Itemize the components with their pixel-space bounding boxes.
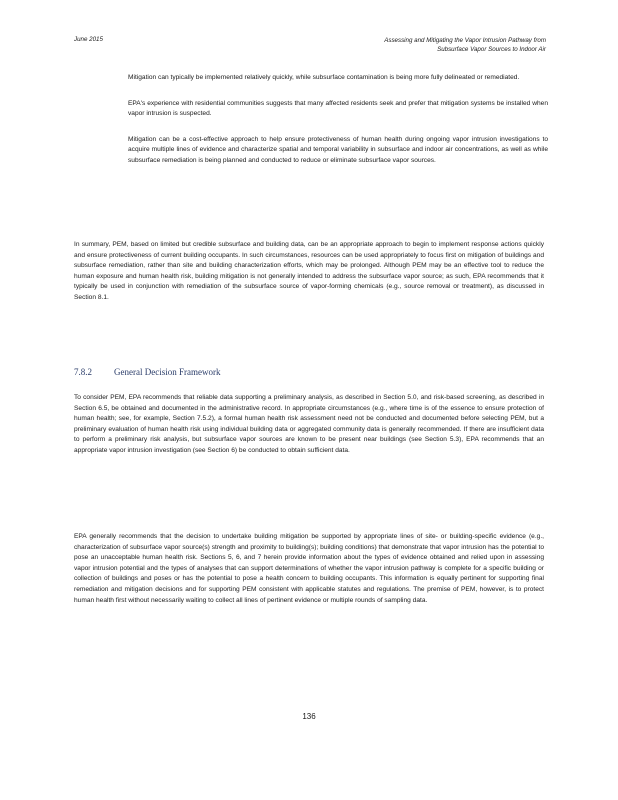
bullet-list bbox=[108, 73, 548, 182]
section-title: General Decision Framework bbox=[114, 367, 221, 377]
bullet-glyph-icon bbox=[108, 99, 128, 120]
section-number: 7.8.2 bbox=[74, 367, 92, 377]
bullet-text: Mitigation can typically be implemented relatively quickly, while subsurface contamination is being more fully delineated or remediated. bbox=[128, 74, 520, 81]
header-title-line1: Assessing and Mitigating the Vapor Intrusion Pathway from bbox=[384, 37, 546, 44]
list-item bbox=[108, 73, 548, 84]
bullet-glyph-icon bbox=[108, 73, 128, 84]
header-date: June 2015 bbox=[74, 36, 103, 43]
bullet-text: EPA's experience with residential communities suggests that many affected residents seek and prefer that mitigation systems be installed when vapor intrusion is suspected. bbox=[128, 99, 548, 118]
list-item bbox=[108, 99, 548, 120]
page-number: 136 bbox=[302, 712, 316, 721]
summary-paragraph: In summary, PEM, based on limited but credible subsurface and building data, can be an appropriate approach to begin to implement response actions quickly and ensure protectiveness of current building occupants. In such circumstances, resources can be used appropriately to focus first on mitigation of buildings and subsurface remediation, rather than site and building characterization efforts, which may be prolonged. Although PEM may be an effective tool to reduce the human exposure and human health risk, building mitigation is not generally intended to address the subsurface vapor source; as such, EPA recommends that it typically be used in conjunction with remediation of the subsurface source of vapor-forming chemicals (e.g., source removal or treatment), as discussed in Section 8.1. bbox=[74, 241, 544, 301]
bullet-text: Mitigation can be a cost-effective approach to help ensure protectiveness of human health during ongoing vapor intrusion investigations to acquire multiple lines of evidence and characterize spatial and temporal variability in subsurface and indoor air concentrations, as well as while subsurface remediation is being planned and conducted to reduce or eliminate subsurface vapor sources. bbox=[128, 135, 548, 164]
header-title-line2: Subsurface Vapor Sources to Indoor Air bbox=[437, 46, 546, 53]
body-paragraph-2: EPA generally recommends that the decision to undertake building mitigation be supported by appropriate lines of site- or building-specific evidence (e.g., characterization of subsurface vapor source(s) strength and proximity to building(s); building conditions) that demonstrate that vapor intrusion has the potential to pose an unacceptable human health risk. Sections 5, 6, and 7 herein provide information about the types of evidence obtained and relied upon in assessing vapor intrusion potential and the types of analyses that can support determinations of whether the vapor intrusion pathway is complete for a specific building or collection of buildings and poses or has the potential to pose a health concern to building occupants. This information is equally pertinent for supporting final remediation and mitigation decisions and for supporting PEM consistent with applicable statutes and regulations. The premise of PEM, however, is to protect human health first without necessarily waiting to collect all lines of pertinent evidence or multiple rounds of sampling data. bbox=[74, 533, 544, 604]
section-heading bbox=[74, 367, 220, 377]
header-title bbox=[286, 36, 546, 54]
body-paragraph-1: To consider PEM, EPA recommends that reliable data supporting a preliminary analysis, as described in Section 5.0, and risk-based screening, as described in Section 6.5, be obtained and documented in the administrative record. In appropriate circumstances (e.g., where time is of the essence to ensure protection of human health; see, for example, Section 7.5.2), a formal human health risk assessment need not be conducted and documented before selecting PEM, but a preliminary evaluation of human health risk using individual building data or aggregated community data is generally recommended. If there are insufficient data to perform a preliminary risk analysis, but subsurface vapor sources are known to be present near buildings (see Section 5.3), EPA recommends that an appropriate vapor intrusion investigation (see Section 6) be conducted to obtain sufficient data. bbox=[74, 394, 544, 454]
bullet-glyph-icon bbox=[108, 135, 128, 167]
list-item bbox=[108, 135, 548, 167]
